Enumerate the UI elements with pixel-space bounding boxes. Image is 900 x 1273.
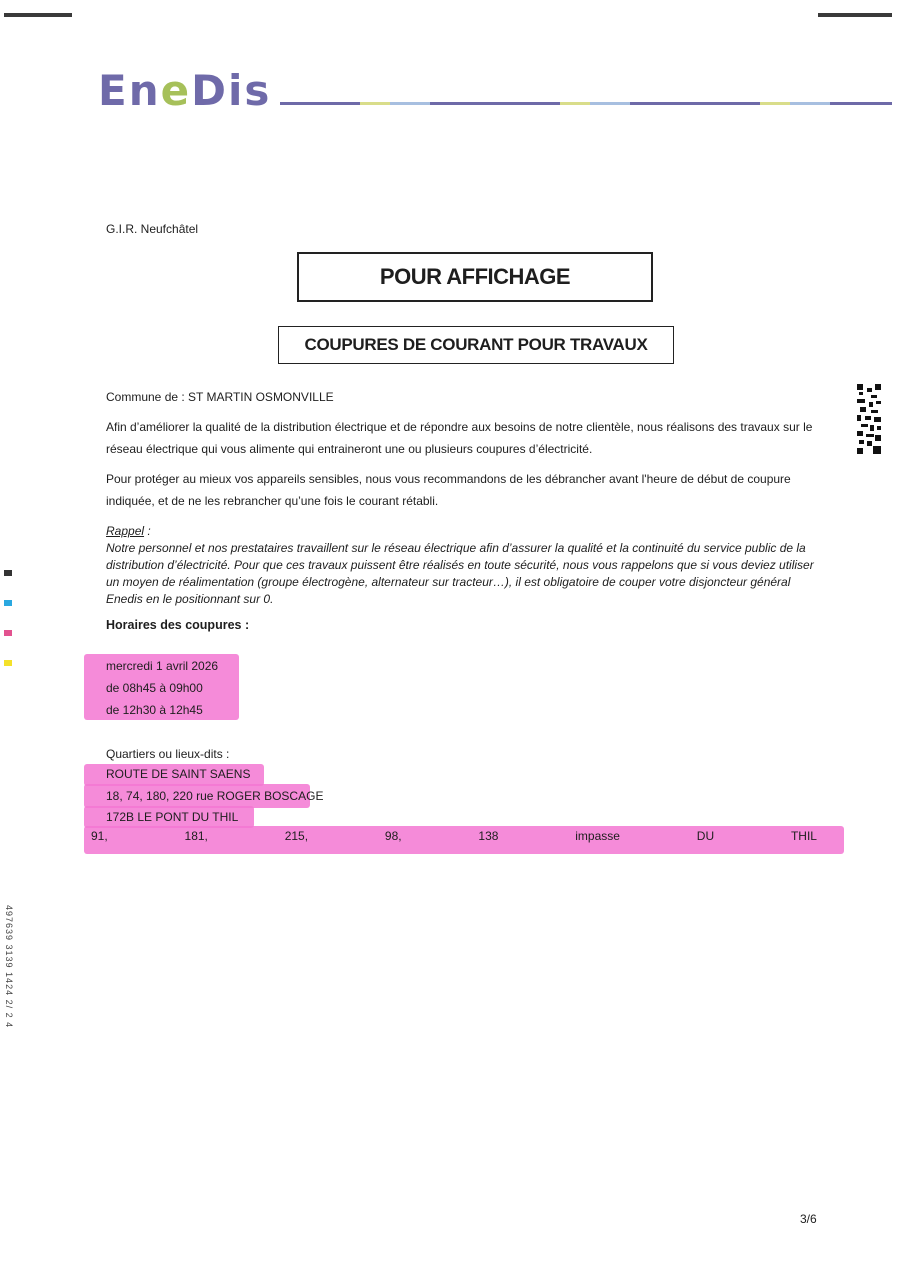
quartiers-title: Quartiers ou lieux-dits : bbox=[106, 747, 230, 761]
quartier-item: ROUTE DE SAINT SAENS bbox=[106, 767, 251, 781]
quartier-word: DU bbox=[696, 829, 715, 843]
scan-mark-left bbox=[4, 13, 72, 17]
color-mark-yellow bbox=[4, 660, 12, 666]
scan-mark-right bbox=[818, 13, 892, 17]
paragraph-intro: Afin d’améliorer la qualité de la distribution électrique et de répondre aux besoins de notre clientèle, nous réalisons des travaux sur le réseau électrique qui vous alimente qui entraineront une ou plusieurs coupures d’électricité. bbox=[106, 420, 813, 456]
title-main: POUR AFFICHAGE bbox=[379, 264, 571, 289]
qr-code-icon bbox=[857, 384, 881, 454]
quartier-last-row bbox=[91, 829, 817, 843]
quartier-word: THIL bbox=[790, 829, 817, 843]
quartier-word: impasse bbox=[575, 829, 620, 843]
rappel-block bbox=[106, 523, 826, 608]
horaire-slot-1: de 08h45 à 09h00 bbox=[106, 681, 203, 695]
quartier-word: 98, bbox=[384, 829, 402, 843]
quartier-word: 91, bbox=[91, 829, 108, 843]
page-number: 3/6 bbox=[800, 1212, 817, 1226]
title-sub: COUPURES DE COURANT POUR TRAVAUX bbox=[304, 335, 648, 354]
color-mark-magenta bbox=[4, 630, 12, 636]
quartier-word: 138 bbox=[478, 829, 499, 843]
rappel-label: Rappel bbox=[106, 524, 145, 538]
color-mark-cyan bbox=[4, 600, 12, 606]
rappel-text: Notre personnel et nos prestataires travaillent sur le réseau électrique afin d’assurer la qualité et la continuité du service public de la distribution d’électricité. Pour que ces travaux puissent être réalisés en toute sécurité, nous vous rappelons que si vous deviez utiliser un moyen de réalimentation (groupe électrogène, alternateur sur tracteur…), il est obligatoire de couper votre disjoncteur général Enedis en le positionnant sur 0. bbox=[106, 541, 814, 606]
title-sub-box bbox=[278, 326, 674, 364]
horaire-slot-2: de 12h30 à 12h45 bbox=[106, 703, 203, 717]
side-reference: 497639 3139 1424 2/ 2 4 bbox=[4, 905, 14, 1029]
quartier-item: 172B LE PONT DU THIL bbox=[106, 810, 239, 824]
commune: Commune de : ST MARTIN OSMONVILLE bbox=[106, 390, 334, 404]
title-main-box bbox=[297, 252, 653, 302]
quartier-word: 181, bbox=[184, 829, 208, 843]
enedis-logo: EneDis bbox=[98, 66, 272, 115]
color-mark-black bbox=[4, 570, 12, 576]
quartier-word: 215, bbox=[284, 829, 309, 843]
sender: G.I.R. Neufchâtel bbox=[106, 222, 199, 236]
paragraph-recommendation: Pour protéger au mieux vos appareils sensibles, nous vous recommandons de les débrancher avant l'heure de début de coupure indiquée, et de ne les rebrancher qu’une fois le courant rétabli. bbox=[106, 472, 791, 508]
quartier-item: 18, 74, 180, 220 rue ROGER BOSCAGE bbox=[106, 789, 324, 803]
horaire-date: mercredi 1 avril 2026 bbox=[106, 659, 219, 673]
horaires-title: Horaires des coupures : bbox=[106, 618, 250, 632]
logo-divider-line bbox=[280, 102, 892, 105]
rappel-suffix: : bbox=[144, 524, 151, 538]
